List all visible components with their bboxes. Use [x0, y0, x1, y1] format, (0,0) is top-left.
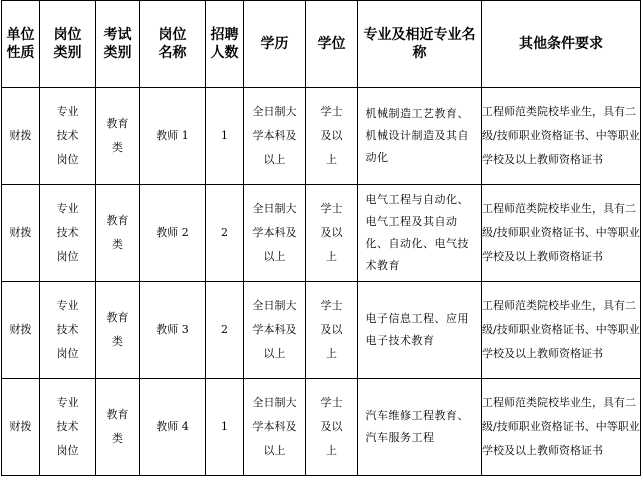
header-recruit-count: 招聘人数: [206, 1, 244, 88]
recruitment-table: [1, 0, 641, 476]
cell-education: 全日制大学本科及以上: [244, 185, 306, 282]
cell-post-category: 专业技术岗位: [40, 185, 96, 282]
header-education: 学历: [244, 1, 306, 88]
cell-major: 电气工程与自动化、电气工程及其自动化、自动化、电气技术教育: [358, 185, 482, 282]
cell-post-name: 教师 2: [140, 185, 206, 282]
cell-other: 工程师范类院校毕业生，具有二级/技师职业资格证书、中等职业学校及以上教师资格证书: [482, 88, 641, 185]
cell-other: 工程师范类院校毕业生，具有二级/技师职业资格证书、中等职业学校及以上教师资格证书: [482, 282, 641, 379]
cell-degree: 学士及以上: [306, 88, 358, 185]
table-row: [2, 185, 641, 282]
cell-exam-category: 教育类: [96, 282, 140, 379]
header-unit-nature: 单位性质: [2, 1, 40, 88]
cell-post-name: 教师 1: [140, 88, 206, 185]
table-row: [2, 88, 641, 185]
cell-degree: 学士及以上: [306, 282, 358, 379]
table-row: [2, 282, 641, 379]
header-other: 其他条件要求: [482, 1, 641, 88]
cell-other: 工程师范类院校毕业生，具有二级/技师职业资格证书、中等职业学校及以上教师资格证书: [482, 185, 641, 282]
header-post-name: 岗位名称: [140, 1, 206, 88]
cell-post-category: 专业技术岗位: [40, 379, 96, 476]
cell-exam-category: 教育类: [96, 185, 140, 282]
header-post-category: 岗位类别: [40, 1, 96, 88]
cell-degree: 学士及以上: [306, 379, 358, 476]
cell-education: 全日制大学本科及以上: [244, 88, 306, 185]
header-exam-category: 考试类别: [96, 1, 140, 88]
cell-major: 机械制造工艺教育、机械设计制造及其自动化: [358, 88, 482, 185]
table-row: [2, 379, 641, 476]
cell-post-name: 教师 4: [140, 379, 206, 476]
cell-post-category: 专业技术岗位: [40, 282, 96, 379]
cell-unit-nature: 财拨: [2, 379, 40, 476]
cell-major: 汽车维修工程教育、汽车服务工程: [358, 379, 482, 476]
header-degree: 学位: [306, 1, 358, 88]
cell-major: 电子信息工程、应用电子技术教育: [358, 282, 482, 379]
cell-recruit-count: 1: [206, 88, 244, 185]
cell-recruit-count: 2: [206, 185, 244, 282]
cell-education: 全日制大学本科及以上: [244, 379, 306, 476]
cell-unit-nature: 财拨: [2, 88, 40, 185]
cell-other: 工程师范类院校毕业生，具有二级/技师职业资格证书、中等职业学校及以上教师资格证书: [482, 379, 641, 476]
cell-unit-nature: 财拨: [2, 282, 40, 379]
header-row: [2, 1, 641, 88]
cell-recruit-count: 2: [206, 282, 244, 379]
cell-exam-category: 教育类: [96, 379, 140, 476]
header-major: 专业及相近专业名称: [358, 1, 482, 88]
cell-unit-nature: 财拨: [2, 185, 40, 282]
cell-education: 全日制大学本科及以上: [244, 282, 306, 379]
cell-post-category: 专业技术岗位: [40, 88, 96, 185]
cell-degree: 学士及以上: [306, 185, 358, 282]
cell-post-name: 教师 3: [140, 282, 206, 379]
cell-recruit-count: 1: [206, 379, 244, 476]
cell-exam-category: 教育类: [96, 88, 140, 185]
